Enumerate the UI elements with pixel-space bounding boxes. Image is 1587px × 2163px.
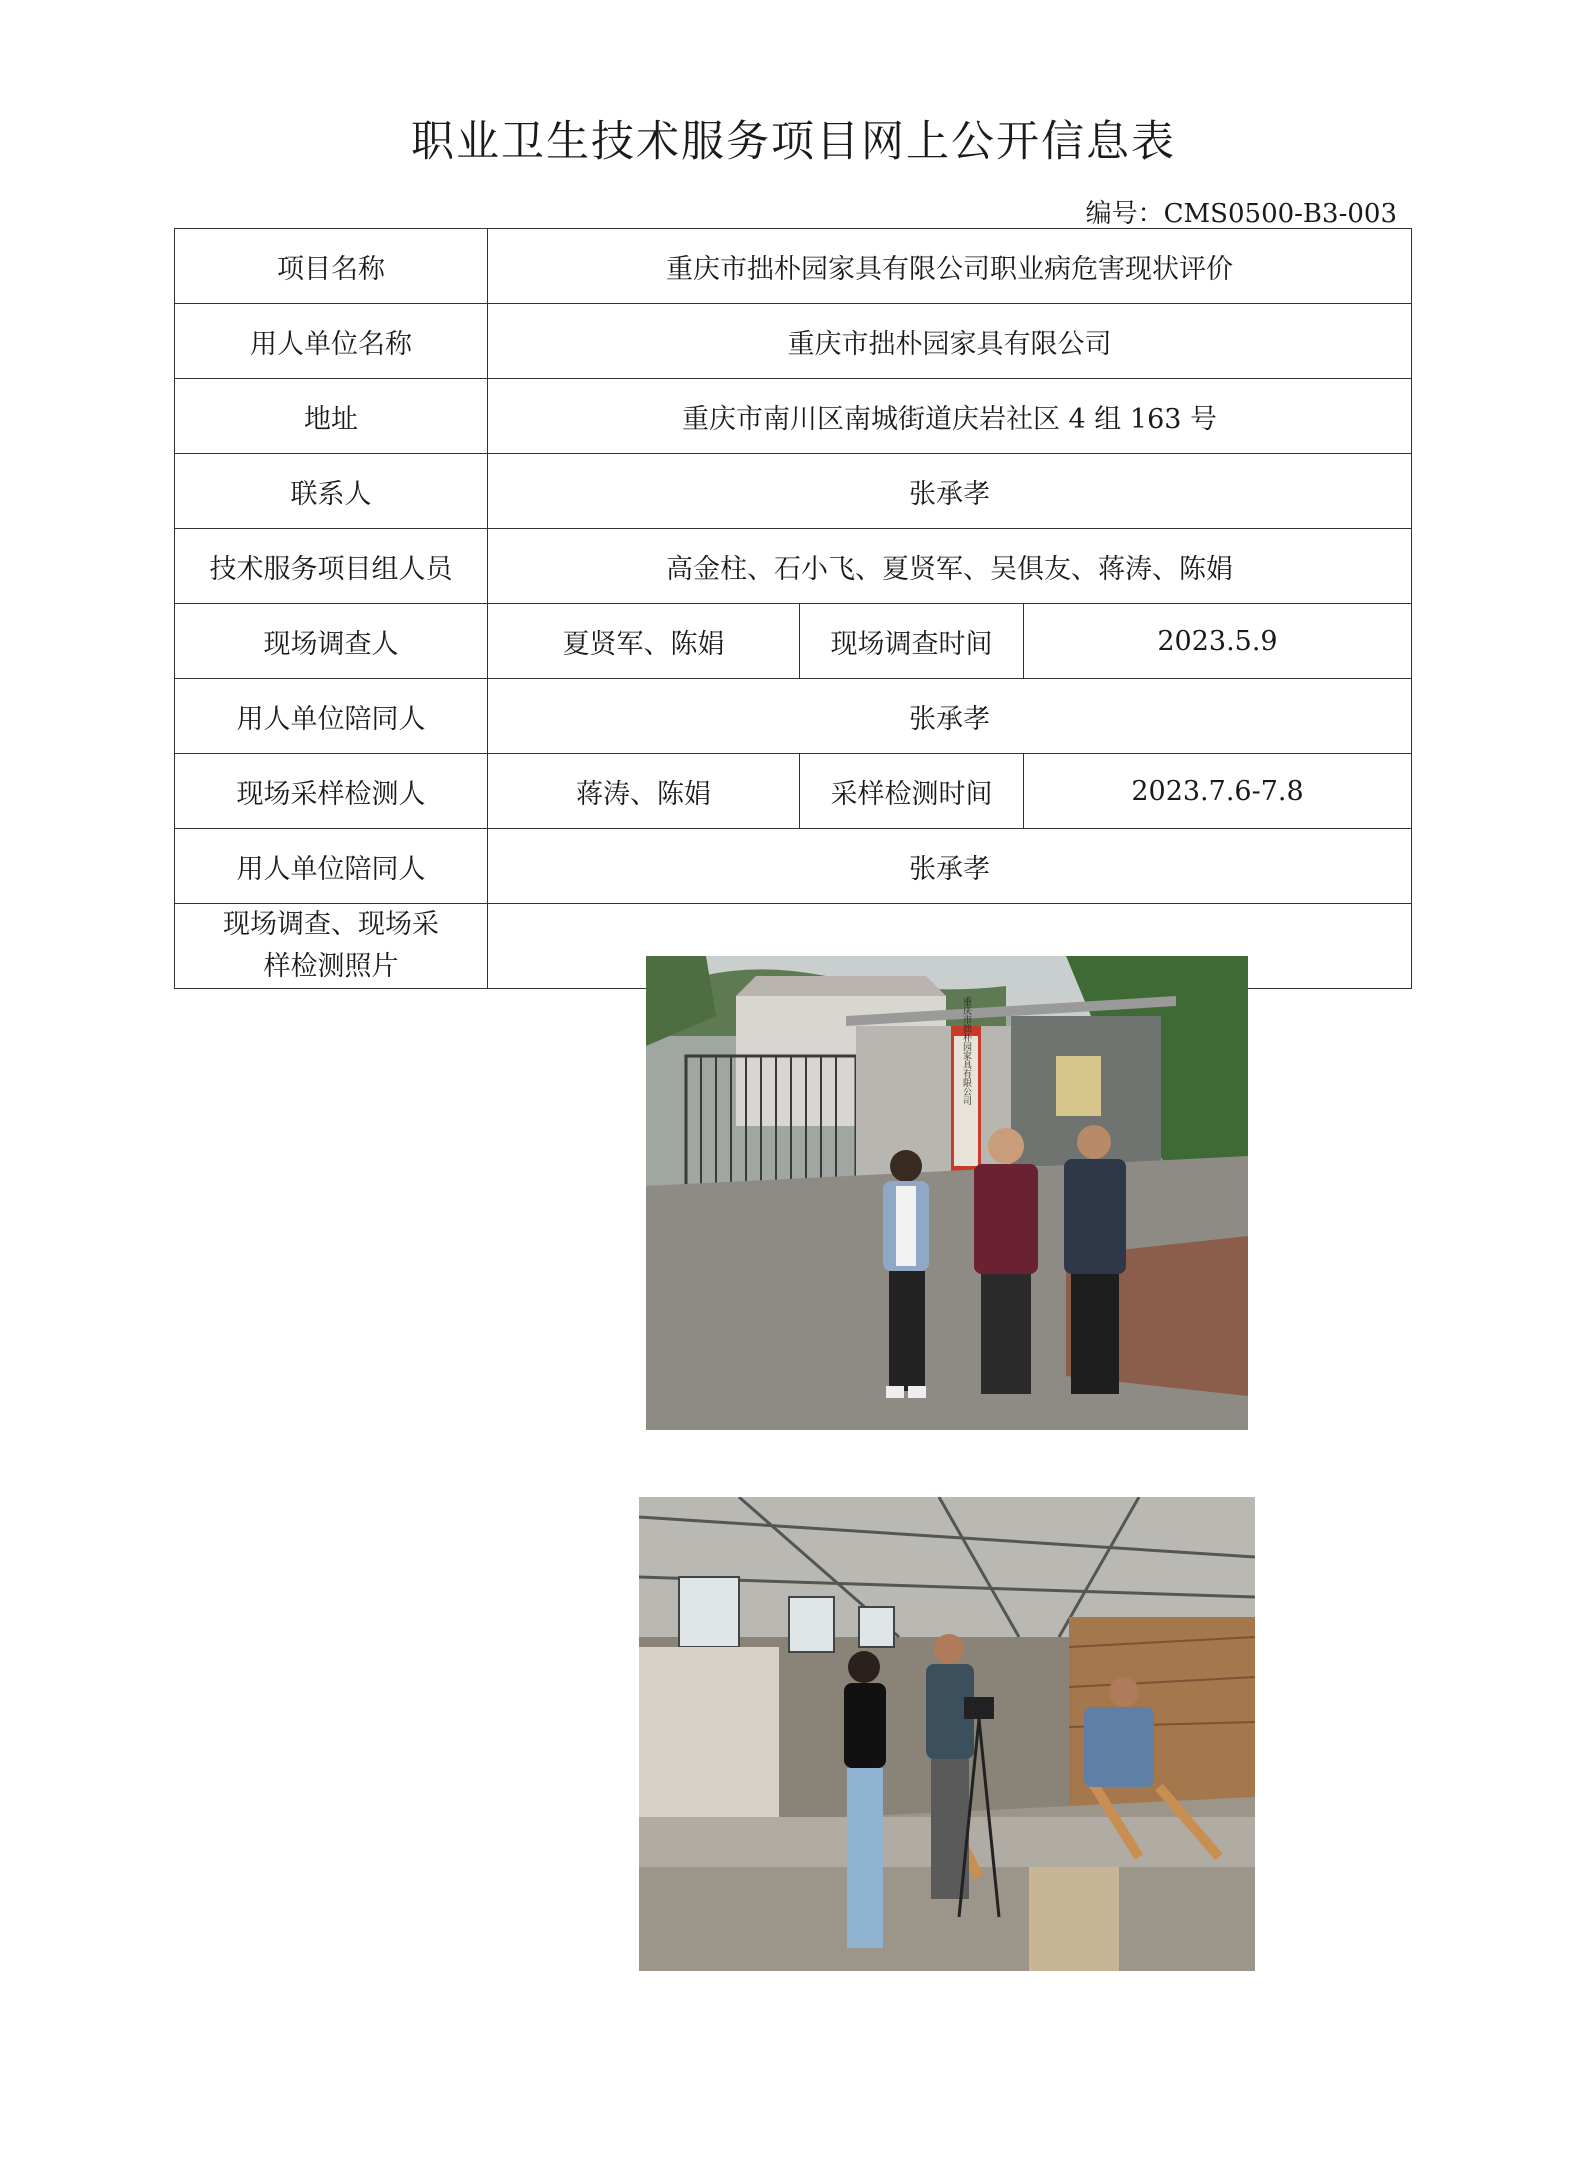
contact-label: 联系人 [175,454,488,529]
table-row [175,754,1412,829]
person-man-sampler [926,1634,974,1899]
table-row [175,829,1412,904]
table-row [175,604,1412,679]
sampling-person-value: 蒋涛、陈娟 [488,754,800,829]
accompany-label: 用人单位陪同人 [175,829,488,904]
project-name-value: 重庆市拙朴园家具有限公司职业病危害现状评价 [488,229,1412,304]
gate-sign-text: 重庆市拙朴园家具有限公司 [961,997,971,1105]
survey-person-label: 现场调查人 [175,604,488,679]
person-woman [883,1150,929,1398]
table-row [175,904,1412,989]
person-man-2 [1064,1125,1126,1394]
sampling-photo [639,1497,1255,1971]
document-number: 编号：CMS0500-B3-003 [1085,199,1397,229]
info-table [174,228,1412,1105]
employer-value: 重庆市拙朴园家具有限公司 [488,304,1412,379]
person-man-1 [974,1128,1038,1394]
team-value: 高金柱、石小飞、夏贤军、吴俱友、蒋涛、陈娟 [488,529,1412,604]
contact-value: 张承孝 [488,454,1412,529]
address-value: 重庆市南川区南城街道庆岩社区 4 组 163 号 [488,379,1412,454]
team-label: 技术服务项目组人员 [175,529,488,604]
site-survey-photo [646,956,1248,1430]
table-row [175,679,1412,754]
page-title: 职业卫生技术服务项目网上公开信息表 [411,117,1176,167]
table-row [175,529,1412,604]
address-label: 地址 [175,379,488,454]
table-row [175,379,1412,454]
accompany-value: 张承孝 [488,679,1412,754]
survey-time-label: 现场调查时间 [800,604,1024,679]
sampling-person-label: 现场采样检测人 [175,754,488,829]
project-name-label: 项目名称 [175,229,488,304]
sampling-time-value: 2023.7.6-7.8 [1024,754,1412,829]
table-row [175,229,1412,304]
sampling-time-label: 采样检测时间 [800,754,1024,829]
employer-label: 用人单位名称 [175,304,488,379]
table-row [175,454,1412,529]
accompany-value: 张承孝 [488,829,1412,904]
survey-time-value: 2023.5.9 [1024,604,1412,679]
table-row [175,304,1412,379]
photos-cell [488,904,1412,1105]
person-woman-sampler [844,1651,886,1948]
photos-label: 现场调查、现场采样检测照片 [175,904,488,989]
survey-person-value: 夏贤军、陈娟 [488,604,800,679]
accompany-label: 用人单位陪同人 [175,679,488,754]
